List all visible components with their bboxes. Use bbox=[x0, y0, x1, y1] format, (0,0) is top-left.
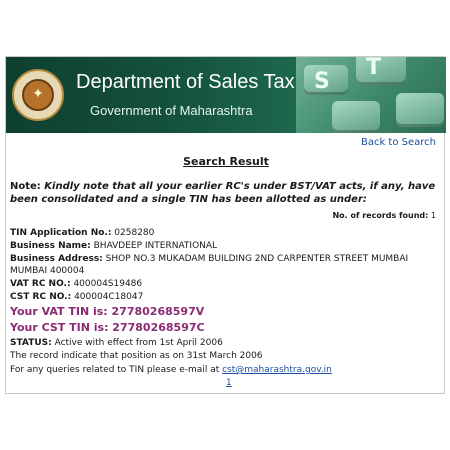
tin-application-row: TIN Application No.: 0258280 bbox=[10, 228, 155, 238]
cst-rc-row: CST RC NO.: 400004C18047 bbox=[10, 292, 144, 302]
cst-tin-result: Your CST TIN is: 27780268597C bbox=[10, 321, 205, 334]
records-found: No. of records found: 1 bbox=[332, 211, 436, 220]
header-banner bbox=[6, 57, 446, 133]
business-address-row: Business Address: SHOP NO.3 MUKADAM BUILDING 2ND CARPENTER STREET MUMBAI MUMBAI 400004 bbox=[10, 254, 409, 276]
vat-rc-value: 400004S19486 bbox=[70, 279, 143, 289]
government-subtitle: Government of Maharashtra bbox=[90, 103, 253, 118]
business-name-value: BHAVDEEP INTERNATIONAL bbox=[90, 241, 218, 251]
keyboard-keys-image: S T bbox=[296, 57, 446, 133]
status-row: STATUS: Active with effect from 1st April 2006 bbox=[10, 338, 223, 348]
vat-tin-result: Your VAT TIN is: 27780268597V bbox=[10, 305, 205, 318]
result-fields bbox=[10, 227, 440, 363]
business-address-value: SHOP NO.3 MUKADAM BUILDING 2ND CARPENTER STREET MUMBAI MUMBAI 400004 bbox=[10, 254, 409, 276]
note-body: Kindly note that all your earlier RC's under BST/VAT acts, if any, have been consolidated and a single TIN has been allotted as under: bbox=[10, 181, 436, 205]
consolidation-note bbox=[10, 180, 440, 206]
query-footer: For any queries related to TIN please e-mail at cst@maharashtra.gov.in bbox=[10, 365, 332, 375]
page-1-link[interactable]: 1 bbox=[226, 378, 232, 388]
record-note: The record indicate that position as on 31st March 2006 bbox=[10, 351, 263, 361]
result-panel bbox=[5, 56, 445, 394]
page-title: Search Result bbox=[183, 155, 269, 168]
back-to-search-link[interactable]: Back to Search bbox=[360, 137, 436, 148]
note-lead: Note: bbox=[10, 181, 41, 192]
records-count: 1 bbox=[430, 211, 436, 220]
department-title: Department of Sales Tax bbox=[76, 71, 295, 93]
status-value: Active with effect from 1st April 2006 bbox=[51, 338, 223, 348]
vat-rc-row: VAT RC NO.: 400004S19486 bbox=[10, 279, 143, 289]
tin-application-value: 0258280 bbox=[111, 228, 155, 238]
maharashtra-emblem-icon: ✦ bbox=[12, 69, 64, 121]
business-name-row: Business Name: BHAVDEEP INTERNATIONAL bbox=[10, 241, 218, 251]
support-email-link[interactable]: cst@maharashtra.gov.in bbox=[222, 365, 332, 375]
cst-rc-value: 400004C18047 bbox=[71, 292, 144, 302]
